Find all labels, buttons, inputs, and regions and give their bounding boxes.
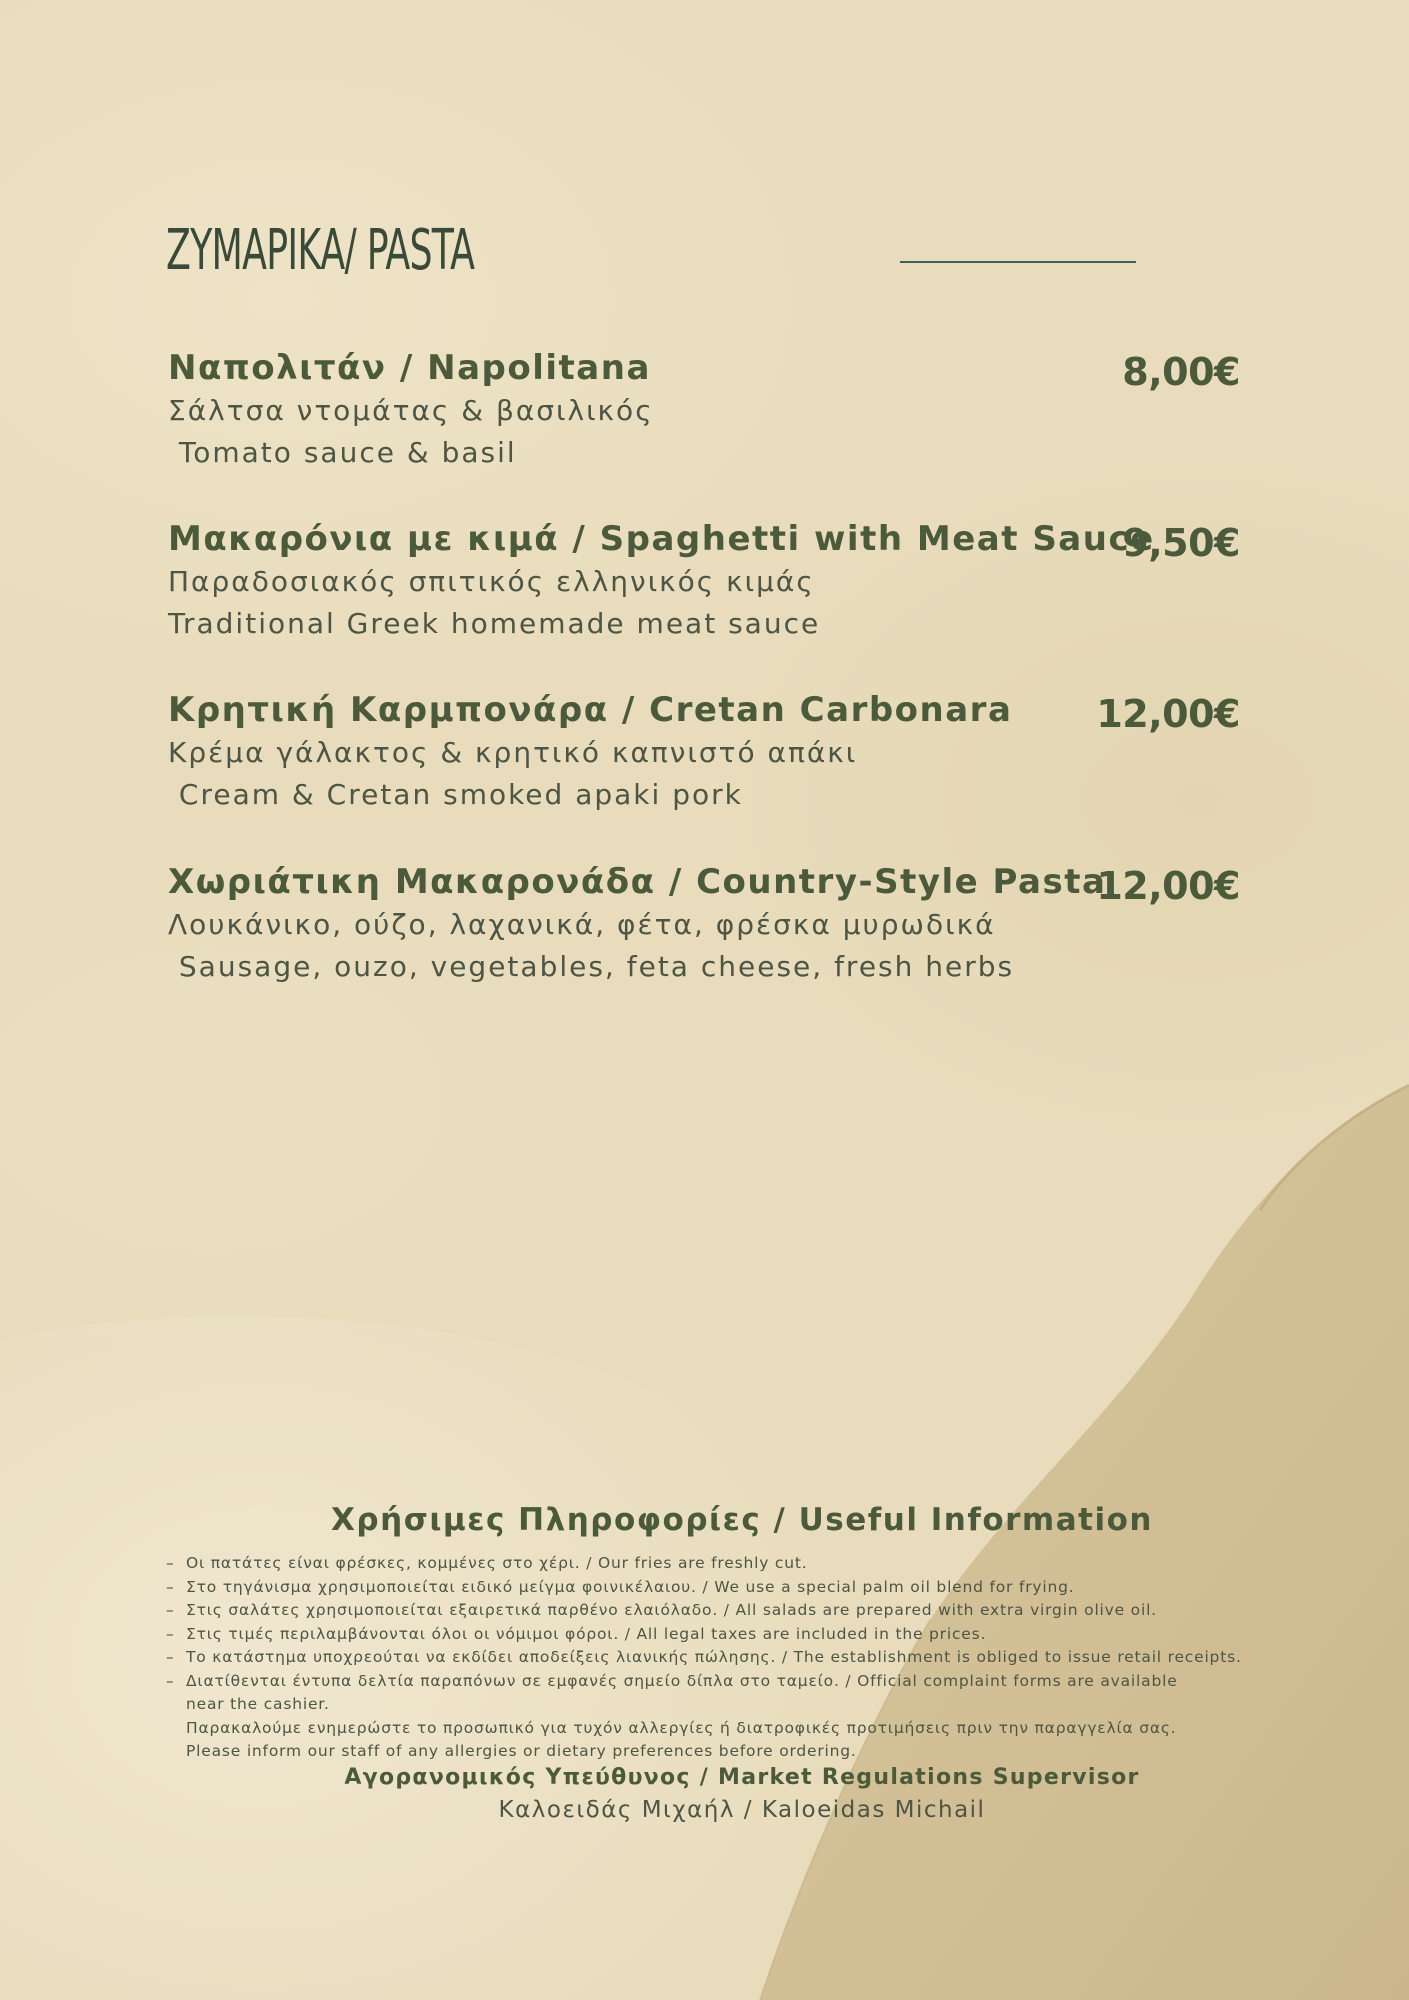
supervisor-name: Καλοειδάς Μιχαήλ / Kaloeidas Michail — [498, 1797, 986, 1823]
menu-item-name: Ναπολιτάν / Napolitana — [168, 348, 651, 388]
menu-item-description-greek: Λουκάνικο, ούζο, λαχανικά, φέτα, φρέσκα μυρωδικά — [168, 908, 996, 941]
info-list — [166, 1552, 1256, 1764]
dash-bullet: – — [166, 1648, 175, 1666]
info-line-continuation: near the cashier. — [186, 1695, 330, 1713]
info-line — [166, 1670, 1256, 1694]
menu-item-price: 9,50€ — [1122, 521, 1240, 565]
menu-item-description-greek: Σάλτσα ντομάτας & βασιλικός — [168, 394, 654, 427]
info-line — [166, 1576, 1256, 1600]
menu-item-price: 8,00€ — [1122, 350, 1240, 394]
info-line-text: Στις τιμές περιλαμβάνονται όλοι οι νόμιμοι φόροι. / All legal taxes are included in the prices. — [186, 1624, 987, 1643]
info-line-text: Οι πατάτες είναι φρέσκες, κομμένες στο χέρι. / Our fries are freshly cut. — [186, 1554, 808, 1572]
info-line-text: Στο τηγάνισμα χρησιμοποιείται ειδικό μείγμα φοινικέλαιου. / We use a special palm oil blend for frying. — [186, 1577, 1075, 1596]
menu-item-description-english: Tomato sauce & basil — [168, 436, 517, 469]
menu-item-description-english: Sausage, ouzo, vegetables, feta cheese, fresh herbs — [168, 950, 1015, 983]
dash-bullet: – — [166, 1554, 175, 1572]
allergy-note-greek: Παρακαλούμε ενημερώστε το προσωπικό για τυχόν αλλεργίες ή διατροφικές προτιμήσεις πριν την παραγγελία σας. — [186, 1718, 1177, 1737]
menu-item-description-english: Traditional Greek homemade meat sauce — [168, 607, 821, 640]
info-line — [166, 1623, 1256, 1647]
info-line — [166, 1552, 1256, 1576]
menu-item-price: 12,00€ — [1096, 864, 1240, 908]
dash-bullet: – — [166, 1671, 175, 1690]
dash-bullet: – — [166, 1577, 175, 1596]
info-line-text: Στις σαλάτες χρησιμοποιείται εξαιρετικά παρθένο ελαιόλαδο. / All salads are prepared with extra virgin olive oil. — [186, 1601, 1157, 1619]
info-line-text: Το κατάστημα υποχρεούται να εκδίδει αποδείξεις λιανικής πώλησης. / The establishment is obliged to issue retail receipts. — [186, 1648, 1242, 1666]
menu-item-name: Μακαρόνια με κιμά / Spaghetti with Meat Sauce — [168, 519, 1155, 559]
menu-item-price: 12,00€ — [1096, 692, 1240, 736]
dash-bullet: – — [166, 1624, 175, 1643]
menu-item-description-greek: Παραδοσιακός σπιτικός ελληνικός κιμάς — [168, 565, 815, 598]
allergy-note-english: Please inform our staff of any allergies or dietary preferences before ordering. — [186, 1742, 857, 1760]
supervisor-title: Αγορανομικός Υπεύθυνος / Market Regulations Supervisor — [344, 1765, 1140, 1790]
menu-item-name: Κρητική Καρμπονάρα / Cretan Carbonara — [168, 690, 1013, 730]
dash-bullet: – — [166, 1601, 175, 1619]
info-line — [166, 1599, 1256, 1623]
title-divider — [900, 261, 1136, 263]
menu-item-description-english: Cream & Cretan smoked apaki pork — [168, 778, 743, 811]
menu-item-name: Χωριάτικη Μακαρονάδα / Country-Style Pasta — [168, 862, 1107, 902]
info-line — [166, 1646, 1256, 1670]
section-title: ΖΥΜΑΡΙΚΑ/ PASTA — [166, 218, 475, 283]
menu-item-description-greek: Κρέμα γάλακτος & κρητικό καπνιστό απάκι — [168, 736, 858, 769]
info-title: Χρήσιμες Πληροφορίες / Useful Information — [331, 1502, 1153, 1538]
info-line-text: Διατίθενται έντυπα δελτία παραπόνων σε εμφανές σημείο δίπλα στο ταμείο. / Official complaint forms are available — [186, 1671, 1178, 1690]
